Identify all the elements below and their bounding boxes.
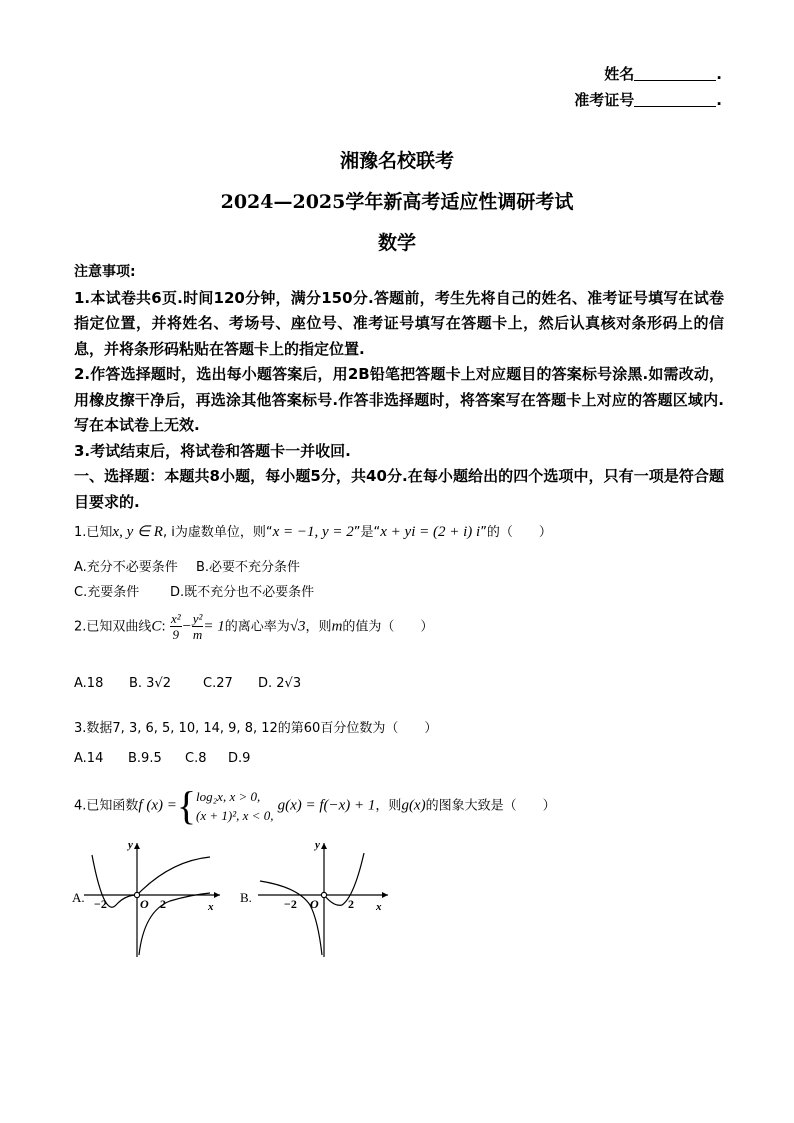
notice-item-1: 1.本试卷共6页.时间120分钟，满分150分.答题前，考生先将自己的姓名、准考证号填写在试卷指定位置，并将姓名、考场号、座位号、准考证号填写在答题卡上，然后认真核对条形码上的信息，并将条形码粘贴在答题卡上的指定位置.	[74, 288, 724, 358]
question-1-options-row-1	[74, 556, 300, 575]
open-circle	[134, 892, 139, 897]
svg-text:x: x	[376, 901, 382, 913]
q1-option-c[interactable]: C.充要条件	[74, 585, 140, 600]
svg-text:y: y	[315, 839, 320, 851]
piecewise-cases: log₂x, x > 0, (x + 1)², x < 0,	[196, 789, 274, 823]
name-field[interactable]: 姓名 .	[604, 65, 722, 83]
open-circle	[321, 892, 326, 897]
org-title: 湘豫名校联考	[339, 150, 454, 172]
q2-option-d[interactable]: D. 2√3	[258, 676, 302, 691]
q2-option-a[interactable]: A.18	[74, 676, 104, 691]
q1-option-d[interactable]: D.既不充分也不必要条件	[170, 585, 315, 600]
question-1-options-row-2	[74, 581, 314, 600]
right-curve-upper	[137, 857, 210, 895]
fraction-x2-over-9: $\frac{\text{x²}}{9}$	[170, 611, 181, 642]
q3-option-a[interactable]: A.14	[74, 751, 104, 766]
fraction-y2-over-m: $\frac{\text{y²}}{m}$	[192, 611, 203, 642]
question-2-options	[74, 676, 301, 691]
question-3-options	[74, 751, 250, 766]
q2-option-c[interactable]: C.27	[203, 676, 233, 691]
svg-text:2: 2	[348, 897, 354, 911]
svg-text:y: y	[128, 839, 133, 851]
exam-id-label: 准考证号	[574, 91, 635, 109]
exam-id-blank[interactable]	[634, 92, 716, 107]
q3-option-d[interactable]: D.9	[228, 751, 251, 766]
question-2: 2.已知双曲线C: $\frac{\text{x²}}{9}$ − $\frac{\text{y²}}{m}$ = 1的离心率为√3，则m的值为（ ）	[74, 611, 434, 642]
subject-title: 数学	[377, 232, 416, 254]
svg-text:O: O	[310, 897, 319, 911]
right-curve	[324, 853, 364, 905]
q2-option-b[interactable]: B. 3√2	[129, 676, 172, 691]
section-1-heading: 一、选择题：本题共8小题，每小题5分，共40分.在每小题给出的四个选项中，只有一项是符合题目要求的.	[74, 467, 724, 511]
name-blank[interactable]	[634, 66, 716, 81]
notice-section	[74, 260, 724, 515]
svg-text:−2: −2	[94, 897, 107, 911]
question-1: 1.已知x, y ∈ R, i为虚数单位，则“x = −1, y = 2”是“x + yi = (2 + i) i”的（ ）	[74, 524, 552, 540]
notice-heading: 注意事项:	[74, 264, 136, 280]
svg-text:2: 2	[160, 897, 166, 911]
svg-text:x: x	[208, 901, 214, 913]
option-a-graph[interactable]	[70, 835, 230, 960]
notice-item-3: 3.考试结束后，将试卷和答题卡一并收回.	[74, 441, 351, 460]
option-b-graph[interactable]	[238, 835, 398, 960]
exam-title: 2024—2025学年新高考适应性调研考试	[220, 191, 574, 213]
question-3: 3.数据7, 3, 6, 5, 10, 14, 9, 8, 12的第60百分位数为（ ）	[74, 721, 438, 736]
q1-option-a[interactable]: A.充分不必要条件	[74, 560, 178, 575]
graph-b-label: B.	[240, 890, 252, 905]
exam-id-field[interactable]: 准考证号 .	[574, 91, 722, 109]
notice-item-2: 2.作答选择题时，选出每小题答案后，用2B铅笔把答题卡上对应题目的答案标号涂黑.如需改动，用橡皮擦干净后，再选涂其他答案标号.作答非选择题时，将答案写在答题卡上对应的答题区域内.写在本试卷上无效.	[74, 365, 724, 434]
left-curve	[260, 881, 322, 955]
graph-a-label: A.	[72, 890, 85, 905]
q1-option-b[interactable]: B.必要不充分条件	[196, 560, 301, 575]
q3-option-b[interactable]: B.9.5	[128, 751, 162, 766]
right-curve-lower	[139, 893, 210, 955]
question-4: 4.已知函数f (x) ={ log₂x, x > 0, (x + 1)², x < 0, g(x) = f(−x) + 1，则g(x)的图象大致是（ ）	[74, 783, 556, 828]
q3-option-c[interactable]: C.8	[185, 751, 207, 766]
svg-text:−2: −2	[284, 897, 297, 911]
svg-text:O: O	[140, 897, 149, 911]
name-label: 姓名	[604, 65, 635, 83]
